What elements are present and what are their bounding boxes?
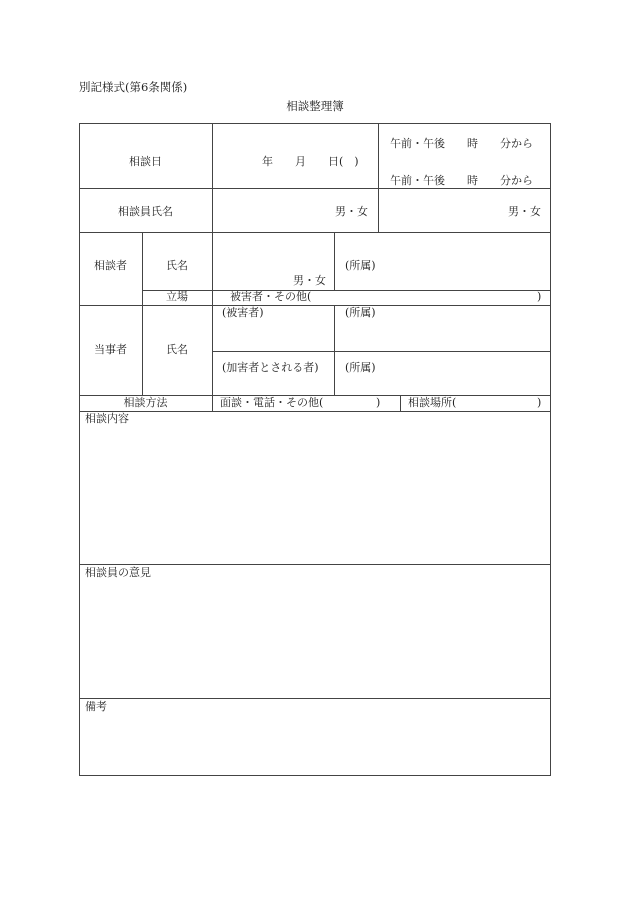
time-end-field[interactable]: 午前・午後 時 分から [390,174,533,187]
consultant-affiliation[interactable]: (所属) [345,259,376,272]
consultant-label: 相談者 [94,259,127,272]
column-divider [334,305,335,395]
method-label: 相談方法 [123,396,168,409]
position-label: 立場 [166,290,188,303]
row-divider [79,698,551,699]
consultant-gender[interactable]: 男・女 [293,274,326,287]
form-reference: 別記様式(第6条関係) [79,80,188,94]
remarks-label: 備考 [85,700,107,713]
content-label: 相談内容 [85,412,129,425]
parties-name-label: 氏名 [166,343,188,356]
row-divider [79,188,551,189]
consultation-table [79,123,551,776]
position-options[interactable]: 被害者・その他( [230,290,312,303]
row-divider [79,232,551,233]
parties-label: 当事者 [94,343,127,356]
counselor-name-label: 相談員氏名 [118,205,173,218]
column-divider [334,232,335,290]
row-divider [212,351,551,352]
date-field[interactable]: 年 月 日( ) [262,155,359,168]
column-divider [400,395,401,411]
victim-affiliation[interactable]: (所属) [345,306,376,319]
position-close: ) [537,290,542,303]
column-divider [142,232,143,395]
place-label[interactable]: 相談場所( [408,396,457,409]
time-start-field[interactable]: 午前・午後 時 分から [390,137,533,150]
perpetrator-field[interactable]: (加害者とされる者) [222,361,319,374]
victim-field[interactable]: (被害者) [222,306,264,319]
method-options[interactable]: 面談・電話・その他( [220,396,324,409]
form-title: 相談整理簿 [286,99,344,113]
opinion-label: 相談員の意見 [85,566,151,579]
counselor1-gender[interactable]: 男・女 [335,205,368,218]
row-divider [79,411,551,412]
counselor2-gender[interactable]: 男・女 [508,205,541,218]
consultant-name-label: 氏名 [166,259,188,272]
place-close: ) [537,396,542,409]
column-divider [212,232,213,411]
method-close: ) [376,396,381,409]
date-label: 相談日 [129,155,162,168]
row-divider [79,305,551,306]
row-divider [79,564,551,565]
perpetrator-affiliation[interactable]: (所属) [345,361,376,374]
